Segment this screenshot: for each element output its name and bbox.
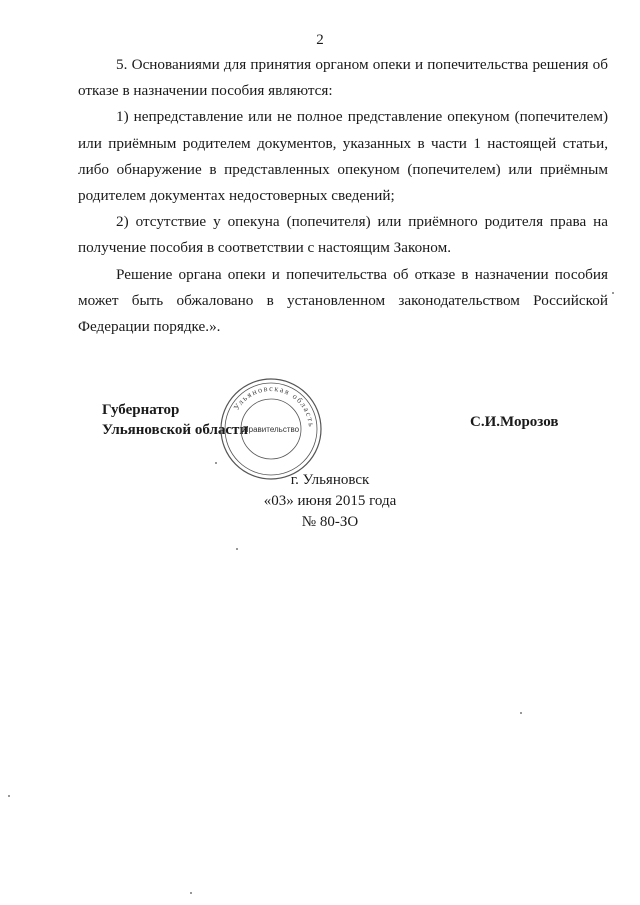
paragraph-item-2: 2) отсутствие у опекуна (попечителя) или приёмного родителя права на получение пособия в соответствии с настоящим Законом.	[78, 213, 608, 257]
stamp-outer-text: Ульяновская область	[231, 383, 317, 429]
law-number: № 80-ЗО	[301, 514, 359, 530]
signatory-position-line1: Губернатор	[102, 402, 180, 418]
signatory-position-line2: Ульяновской области	[102, 422, 249, 438]
paragraph-item-1: 1) непредставление или не полное представление опекуном (попечителем) или приёмным родителем документов, указанных в части 1 настоящей статьи, либо обнаружение в представленных опекуном (попечителем) или приёмным родителем документах недостоверных сведений;	[78, 108, 608, 205]
official-stamp	[218, 376, 324, 482]
scan-speck	[190, 892, 192, 894]
scan-speck	[215, 462, 217, 464]
scan-speck	[8, 795, 10, 797]
place-and-date	[0, 470, 640, 533]
scan-speck	[520, 712, 522, 714]
page-number: 2	[316, 32, 324, 48]
city: г. Ульяновск	[290, 472, 370, 488]
paragraph-grounds: 5. Основаниями для принятия органом опеки и попечительства решения об отказе в назначении пособия являются:	[78, 56, 608, 100]
paragraph-appeal: Решение органа опеки и попечительства об отказе в назначении пособия может быть обжаловано в установленном законодательством Российской Федерации порядке.».	[78, 265, 608, 336]
document-body	[78, 52, 608, 340]
scan-speck	[612, 292, 614, 294]
date: «03» июня 2015 года	[263, 493, 397, 509]
signatory-name: С.И.Морозов	[470, 414, 559, 430]
scan-speck	[236, 548, 238, 550]
stamp-center-text: Правительство	[242, 425, 300, 434]
